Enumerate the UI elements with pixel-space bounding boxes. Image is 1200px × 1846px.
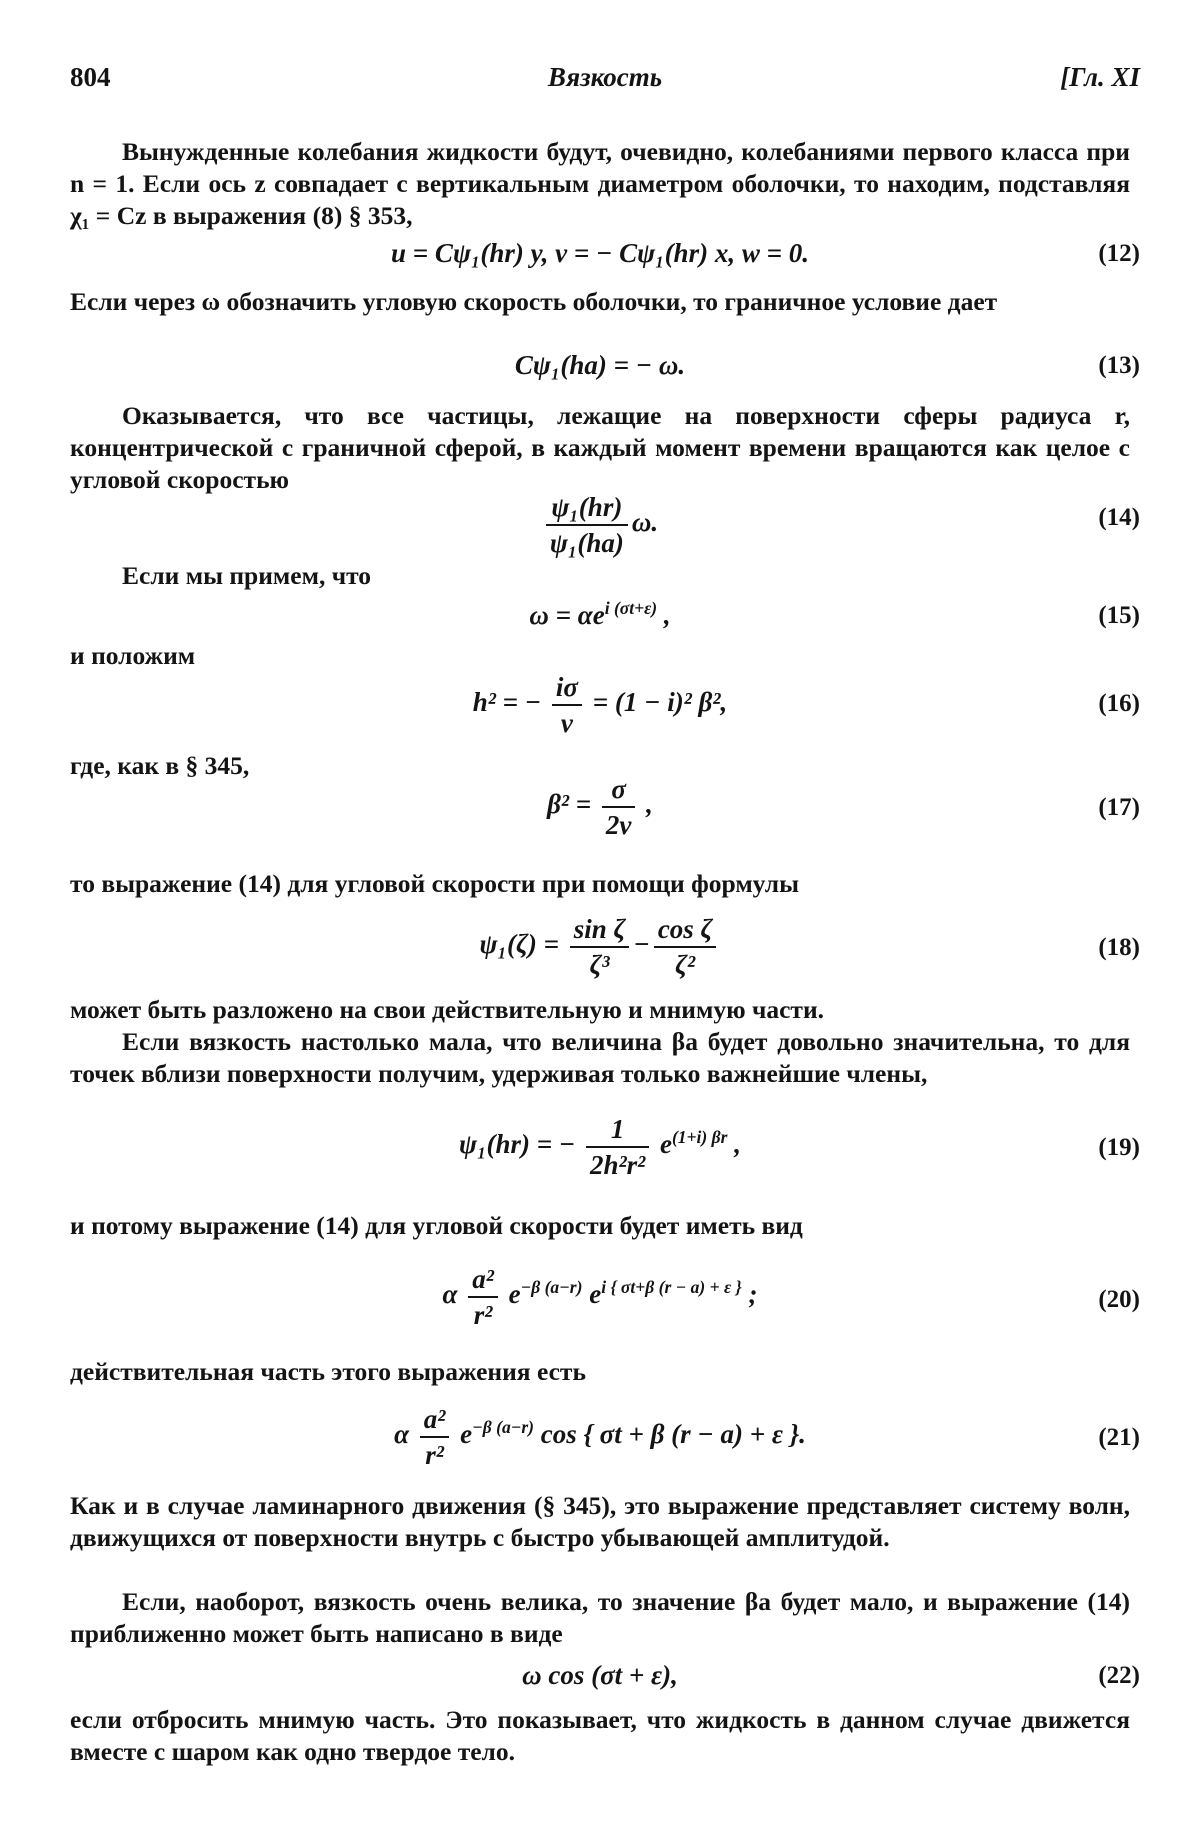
fraction-2 [654,912,717,982]
equation-tail: e [659,1129,672,1160]
denominator: r² [425,1440,444,1470]
page-header [70,62,1140,102]
fraction [546,490,628,560]
equation-number-21: (21) [1098,1424,1140,1451]
equation-end: , [727,1129,741,1160]
denominator: 2h²r² [590,1150,646,1180]
chapter-label: [Гл. XI [1060,62,1140,92]
exponent-2: i { σt+β (r − a) + ε } [601,1277,742,1298]
paragraph-12: Как и в случае ламинарного движения (§ 345), это выражение представляет систему волн, движущихся от поверхности внутрь с быстро убывающей амплитудой. [70,1491,1130,1552]
equation-number-22: (22) [1098,1662,1140,1689]
paragraph-3: Оказывается, что все частицы, лежащие на поверхности сферы радиуса r, концентрической с граничной сферой, в каждый момент времени вращаются как целое с угловой скоростью [70,401,1130,494]
equation-end: ; [741,1279,758,1310]
equation-tail: ω. [631,507,659,538]
page-number: 804 [70,62,111,92]
equation-18 [70,912,1130,982]
fraction [468,1262,498,1332]
exp-base: e [460,1419,473,1450]
equation-number-12: (12) [1098,240,1140,267]
running-title: Вязкость [547,62,663,92]
equation-tail: cos { σt + β (r − a) + ε }. [534,1419,806,1450]
exponent: i (σt+ε) [604,598,658,618]
paragraph-10: и потому выражение (14) для угловой скорости будет иметь вид [70,1211,803,1240]
numerator: a² [468,1262,498,1298]
denominator: r² [473,1300,493,1330]
equation-number-14: (14) [1098,504,1140,531]
exp-base-2: e [582,1279,602,1310]
numerator: σ [602,772,635,808]
equation-13: Cψ₁(ha) = − ω. [514,350,686,380]
fraction [552,670,582,740]
numerator: cos ζ [654,912,717,948]
paragraph-8: может быть разложено на свои действительную и мнимую части. [70,995,825,1024]
paragraph-6: где, как в § 345, [70,751,250,780]
equation-lead: ψ₁(hr) = − [459,1129,576,1160]
equation-20 [70,1262,1130,1332]
denominator: ψ₁(ha) [549,528,624,558]
equation-tail: , [639,789,653,820]
equation-number-15: (15) [1098,602,1140,629]
paragraph-9: Если вязкость настолько мала, что величина βa будет довольно значительна, то для точек вблизи поверхности получим, удерживая только важнейшие члены, [70,1027,1130,1088]
exponent: (1+i) βr [671,1127,728,1148]
equation-12: u = Cψ₁(hr) y, v = − Cψ₁(hr) x, w = 0. [391,238,809,268]
equation-lead: α [394,1419,410,1450]
equation-lead: ψ₁(ζ) = [479,929,559,960]
fraction-1 [570,912,630,982]
equation-number-18: (18) [1098,934,1140,961]
denominator: ζ³ [589,950,610,980]
equation-number-17: (17) [1098,794,1140,821]
paragraph-11: действительная часть этого выражения есть [70,1357,586,1386]
equation-16 [70,670,1130,740]
equation-number-16: (16) [1098,690,1140,717]
paragraph-5: и положим [70,641,196,670]
denominator: 2ν [605,810,632,840]
numerator: ψ₁(hr) [546,490,628,526]
fraction [602,772,635,842]
denominator: ν [560,708,573,738]
fraction [586,1112,649,1182]
equation-tail: = (1 − i)² β², [592,687,728,718]
paragraph-7: то выражение (14) для угловой скорости при помощи формулы [70,869,800,898]
equation-17 [70,772,1130,842]
equation-22: ω cos (σt + ε), [522,1660,678,1690]
exponent-1: −β (a−r) [520,1277,583,1298]
numerator: iσ [552,670,582,706]
paragraph-2: Если через ω обозначить угловую скорость оболочки, то граничное условие дает [70,287,998,316]
numerator: 1 [586,1112,649,1148]
equation-number-13: (13) [1098,352,1140,379]
numerator: sin ζ [570,912,630,948]
equation-tail: , [657,600,671,630]
equation-number-19: (19) [1098,1134,1140,1161]
equation-15 [70,598,1130,631]
numerator: a² [420,1402,450,1438]
paragraph-13: Если, наоборот, вязкость очень велика, то значение βa будет мало, и выражение (14) приближенно может быть написано в виде [70,1587,1130,1648]
minus-sign: − [633,929,650,960]
denominator: ζ² [675,950,696,980]
exp-base-1: e [508,1279,521,1310]
equation-lead: α [442,1279,458,1310]
equation-lead: h² = − [472,687,542,718]
paragraph-1: Вынужденные колебания жидкости будут, очевидно, колебаниями первого класса при n = 1. Если ось z совпадает с вертикальным диаметром оболочки, то находим, подставляя χ₁ = Cz в выражения (8) § 353, [70,137,1130,230]
equation-number-20: (20) [1098,1286,1140,1313]
paragraph-4: Если мы примем, что [122,561,372,590]
exponent: −β (a−r) [472,1417,535,1438]
equation-14 [70,490,1130,560]
equation-lead: β² = [547,789,592,820]
equation-19 [70,1112,1130,1182]
equation-body: ω = αe [529,600,605,630]
fraction [420,1402,450,1472]
equation-21 [70,1402,1130,1472]
paragraph-14: если отбросить мнимую часть. Это показывает, что жидкость в данном случае движется вместе с шаром как одно твердое тело. [70,1705,1130,1766]
